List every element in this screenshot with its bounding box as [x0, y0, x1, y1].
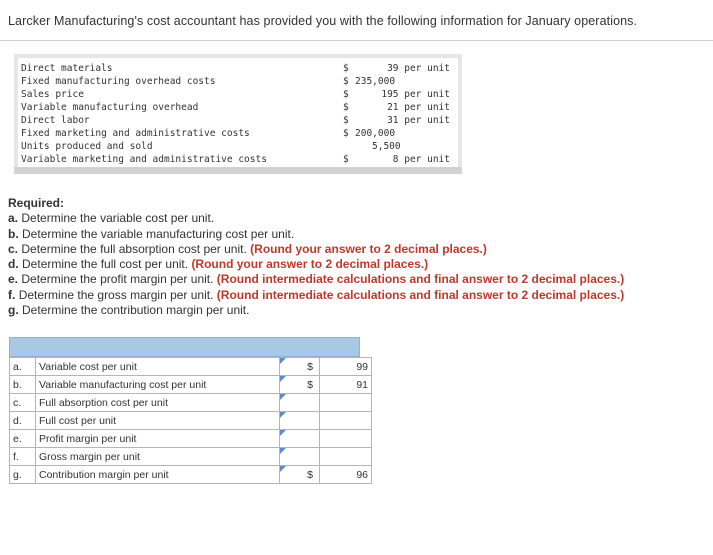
- required-text: Determine the full cost per unit.: [22, 257, 189, 272]
- answer-input[interactable]: [320, 430, 372, 448]
- answer-input[interactable]: 96: [320, 466, 372, 484]
- answer-row: [10, 430, 372, 448]
- cost-row: [18, 127, 458, 140]
- required-text: Determine the full absorption cost per unit.: [21, 241, 247, 256]
- cost-label: Variable manufacturing overhead: [21, 102, 199, 113]
- answer-letter: a.: [10, 358, 36, 376]
- answer-dollar-cell[interactable]: [280, 430, 320, 448]
- required-item: [8, 242, 624, 257]
- answer-letter: c.: [10, 394, 36, 412]
- answer-letter: g.: [10, 466, 36, 484]
- cost-dollar: $: [343, 115, 349, 126]
- answer-row: [10, 394, 372, 412]
- required-letter: b.: [8, 226, 19, 241]
- answer-letter: b.: [10, 376, 36, 394]
- cost-dollar: $: [343, 89, 349, 100]
- answer-table-header: [9, 337, 360, 357]
- edit-flag-icon: [280, 412, 286, 418]
- required-letter: e.: [8, 272, 19, 287]
- edit-flag-icon: [280, 466, 286, 472]
- panel-bottom-bar: [14, 167, 462, 174]
- required-note: (Round your answer to 2 decimal places.): [191, 257, 429, 272]
- answer-label: Profit margin per unit: [36, 430, 280, 448]
- answer-table: [9, 357, 372, 484]
- required-item: [8, 272, 624, 287]
- required-letter: f.: [8, 287, 16, 302]
- cost-value: 39 per unit: [387, 63, 450, 74]
- required-item: [8, 257, 624, 272]
- cost-row: [18, 101, 458, 114]
- answer-label: Full absorption cost per unit: [36, 394, 280, 412]
- required-note: (Round your answer to 2 decimal places.): [250, 241, 487, 256]
- cost-dollar: $: [343, 63, 349, 74]
- answer-row: [10, 358, 372, 376]
- edit-flag-icon: [280, 376, 286, 382]
- answer-input[interactable]: [320, 394, 372, 412]
- cost-value: 235,000: [355, 76, 396, 87]
- cost-dollar: $: [343, 102, 349, 113]
- answer-dollar: $: [307, 468, 313, 481]
- cost-dollar: $: [343, 154, 349, 165]
- cost-data-panel: [14, 54, 462, 174]
- cost-row: [18, 140, 458, 153]
- answer-letter: f.: [10, 448, 36, 466]
- cost-value: 8 per unit: [392, 154, 450, 165]
- cost-value: 31 per unit: [387, 115, 450, 126]
- cost-value: 200,000: [355, 128, 396, 139]
- required-item: [8, 303, 624, 318]
- required-text: Determine the contribution margin per unit.: [22, 303, 250, 318]
- answer-letter: e.: [10, 430, 36, 448]
- cost-row: [18, 114, 458, 127]
- edit-flag-icon: [280, 358, 286, 364]
- cost-dollar: $: [343, 128, 349, 139]
- required-letter: c.: [8, 241, 19, 256]
- answer-letter: d.: [10, 412, 36, 430]
- required-text: Determine the variable cost per unit.: [21, 211, 215, 226]
- cost-row: [18, 62, 458, 75]
- answer-row: [10, 412, 372, 430]
- cost-row: [18, 88, 458, 101]
- answer-label: Variable manufacturing cost per unit: [36, 376, 280, 394]
- answer-input[interactable]: 91: [320, 376, 372, 394]
- answer-label: Contribution margin per unit: [36, 466, 280, 484]
- cost-label: Fixed manufacturing overhead costs: [21, 76, 216, 87]
- answer-dollar-cell[interactable]: [280, 358, 320, 376]
- cost-label: Sales price: [21, 89, 84, 100]
- required-text: Determine the variable manufacturing cost per unit.: [22, 226, 295, 241]
- answer-row: [10, 466, 372, 484]
- cost-label: Fixed marketing and administrative costs: [21, 128, 250, 139]
- cost-value: 195 per unit: [381, 89, 450, 100]
- edit-flag-icon: [280, 430, 286, 436]
- answer-label: Gross margin per unit: [36, 448, 280, 466]
- divider: [0, 40, 713, 41]
- answer-label: Variable cost per unit: [36, 358, 280, 376]
- answer-dollar-cell[interactable]: [280, 466, 320, 484]
- cost-row: [18, 75, 458, 88]
- cost-label: Direct materials: [21, 63, 113, 74]
- intro-text: Larcker Manufacturing's cost accountant has provided you with the following information for January operations.: [8, 14, 638, 28]
- edit-flag-icon: [280, 448, 286, 454]
- required-letter: g.: [8, 303, 19, 318]
- answer-dollar-cell[interactable]: [280, 394, 320, 412]
- required-section: [8, 196, 624, 318]
- answer-dollar-cell[interactable]: [280, 412, 320, 430]
- answer-input[interactable]: 99: [320, 358, 372, 376]
- required-text: Determine the profit margin per unit.: [21, 272, 214, 287]
- cost-data-table: [18, 58, 458, 167]
- answer-dollar-cell[interactable]: [280, 448, 320, 466]
- answer-row: [10, 448, 372, 466]
- answer-input[interactable]: [320, 412, 372, 430]
- required-note: (Round intermediate calculations and final answer to 2 decimal places.): [216, 272, 625, 287]
- required-note: (Round intermediate calculations and final answer to 2 decimal places.): [216, 287, 625, 302]
- cost-label: Direct labor: [21, 115, 90, 126]
- answer-dollar: $: [307, 360, 313, 373]
- required-title: Required:: [8, 196, 65, 210]
- cost-label: Variable marketing and administrative costs: [21, 154, 267, 165]
- answer-input[interactable]: [320, 448, 372, 466]
- answer-label: Full cost per unit: [36, 412, 280, 430]
- cost-value: 5,500: [372, 141, 401, 152]
- required-letter: d.: [8, 257, 19, 272]
- required-text: Determine the gross margin per unit.: [18, 287, 214, 302]
- required-item: [8, 288, 624, 303]
- answer-row: [10, 376, 372, 394]
- required-item: [8, 227, 624, 242]
- edit-flag-icon: [280, 394, 286, 400]
- answer-dollar-cell[interactable]: [280, 376, 320, 394]
- answer-dollar: $: [307, 378, 313, 391]
- cost-dollar: $: [343, 76, 349, 87]
- required-letter: a.: [8, 211, 19, 226]
- cost-label: Units produced and sold: [21, 141, 153, 152]
- cost-value: 21 per unit: [387, 102, 450, 113]
- required-item: [8, 211, 624, 226]
- cost-row: [18, 153, 458, 166]
